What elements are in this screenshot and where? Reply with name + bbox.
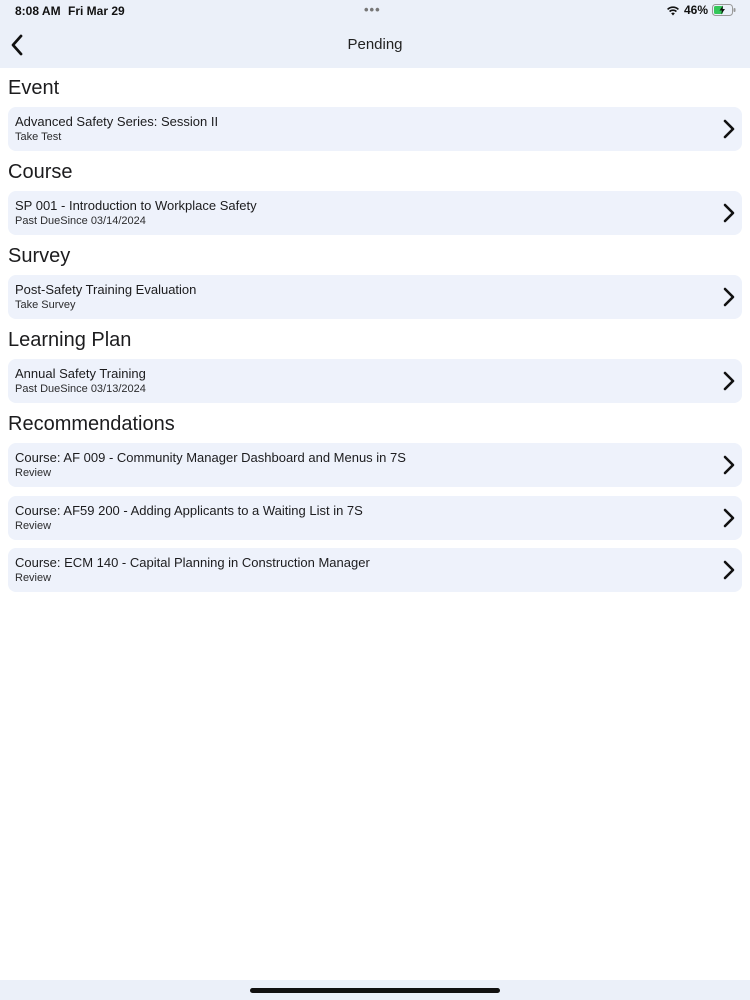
item-title: Post-Safety Training Evaluation — [15, 282, 197, 297]
battery-percentage: 46% — [683, 3, 708, 17]
item-title: Course: AF59 200 - Adding Applicants to a Waiting List in 7S — [15, 503, 363, 518]
list-item-recommendation[interactable] — [8, 496, 742, 540]
list-item-event[interactable] — [8, 107, 742, 151]
home-indicator[interactable] — [250, 988, 500, 993]
section-title-survey: Survey — [8, 245, 71, 267]
page-title: Pending — [347, 36, 403, 53]
status-time: 8:08 AM — [15, 4, 61, 18]
item-subtitle: Review — [15, 467, 52, 479]
item-title: SP 001 - Introduction to Workplace Safety — [15, 198, 257, 213]
section-title-recommendations: Recommendations — [8, 413, 175, 435]
chevron-right-icon — [722, 203, 736, 223]
battery-charging-icon — [712, 4, 736, 16]
item-subtitle: Review — [15, 520, 52, 532]
multitasking-dots-icon[interactable]: ••• — [364, 2, 381, 17]
status-right — [666, 3, 736, 17]
navigation-bar — [0, 22, 750, 68]
chevron-right-icon — [722, 119, 736, 139]
status-date: Fri Mar 29 — [68, 4, 125, 18]
item-title: Course: AF 009 - Community Manager Dashboard and Menus in 7S — [15, 450, 406, 465]
item-subtitle: Past DueSince 03/13/2024 — [15, 383, 146, 395]
chevron-right-icon — [722, 455, 736, 475]
status-bar — [0, 0, 750, 22]
section-title-course: Course — [8, 161, 73, 183]
item-title: Course: ECM 140 - Capital Planning in Construction Manager — [15, 555, 370, 570]
list-item-course[interactable] — [8, 191, 742, 235]
wifi-icon — [666, 5, 680, 16]
chevron-right-icon — [722, 560, 736, 580]
list-item-recommendation[interactable] — [8, 548, 742, 592]
section-title-event: Event — [8, 77, 60, 99]
item-subtitle: Take Test — [15, 131, 62, 143]
list-item-survey[interactable] — [8, 275, 742, 319]
list-item-learning-plan[interactable] — [8, 359, 742, 403]
item-title: Annual Safety Training — [15, 366, 146, 381]
item-subtitle: Past DueSince 03/14/2024 — [15, 215, 146, 227]
home-indicator-area — [0, 980, 750, 1000]
item-title: Advanced Safety Series: Session II — [15, 114, 219, 129]
list-item-recommendation[interactable] — [8, 443, 742, 487]
chevron-right-icon — [722, 371, 736, 391]
chevron-right-icon — [722, 508, 736, 528]
section-title-learning-plan: Learning Plan — [8, 329, 132, 351]
chevron-right-icon — [722, 287, 736, 307]
item-subtitle: Review — [15, 572, 52, 584]
item-subtitle: Take Survey — [15, 299, 76, 311]
